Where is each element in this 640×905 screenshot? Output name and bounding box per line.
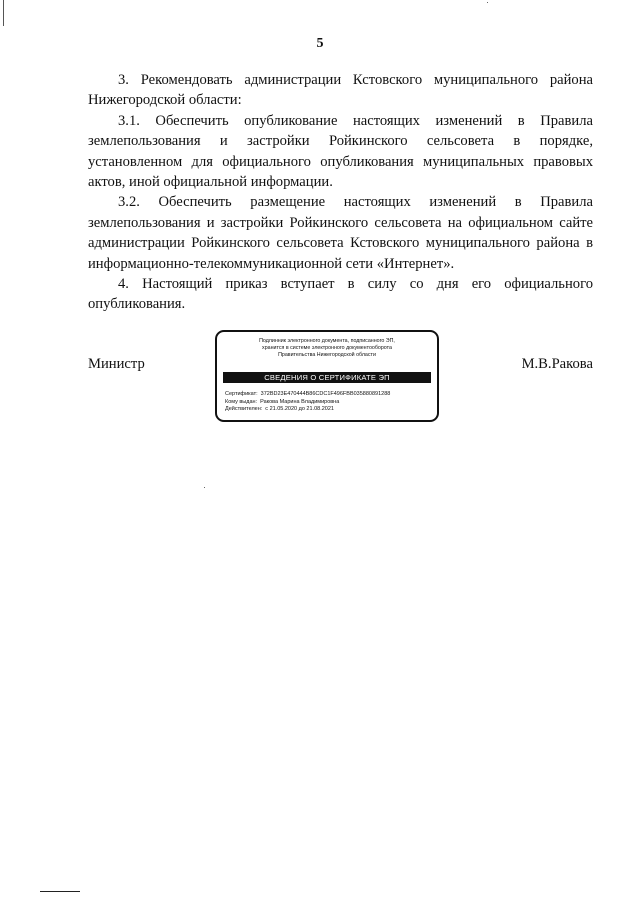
paragraph-4: 4. Настоящий приказ вступает в силу со дня его официального опубликования.	[88, 276, 593, 313]
certificate-owner-value: Ракова Марина Владимировна	[260, 398, 340, 405]
certificate-owner-label: Кому выдан:	[225, 398, 258, 405]
certificate-details	[225, 391, 431, 414]
paragraph-3-1: 3.1. Обеспечить опубликование настоящих изменений в Правила землепользования и застройки Ройкинского сельсовета в порядке, установленном для официального опубликования муниципальных правовых актов, иной официальной информации.	[88, 112, 593, 191]
footer-rule	[40, 891, 80, 892]
scan-speck	[204, 487, 205, 488]
paragraph-3-2: 3.2. Обеспечить размещение настоящих изменений в Правила землепользования и застройки Ройкинского сельсовета на официальном сайте администрации Ройкинского сельсовета Кстовского муниципального района в информационно-телекоммуникационной сети «Интернет».	[88, 194, 593, 272]
certificate-header: СВЕДЕНИЯ О СЕРТИФИКАТЕ ЭП	[223, 372, 431, 383]
signer-title: Министр	[88, 356, 145, 372]
scan-left-edge-mark	[3, 0, 4, 26]
certificate-serial-value: 372BD23E470444B86CDC1F496FBB035880891288	[260, 391, 391, 397]
scan-speck	[487, 2, 488, 3]
paragraph-3: 3. Рекомендовать администрации Кстовского муниципального района Нижегородской области:	[88, 72, 593, 109]
signer-name: М.В.Ракова	[521, 356, 593, 372]
certificate-validity-row	[225, 406, 431, 414]
certificate-note-line: хранится в системе электронного документооборота	[262, 345, 392, 352]
certificate-serial-row	[225, 391, 431, 399]
certificate-validity-label: Действителен:	[225, 406, 263, 413]
certificate-note	[225, 338, 429, 360]
e-signature-certificate-stamp	[215, 330, 439, 422]
certificate-note-line: Правительства Нижегородской области	[278, 352, 376, 359]
page-number: 5	[316, 36, 324, 51]
document-body	[88, 70, 593, 315]
certificate-validity-value: с 21.05.2020 до 21.08.2021	[265, 406, 334, 413]
certificate-serial-label: Сертификат:	[225, 391, 258, 397]
certificate-note-line: Подлинник электронного документа, подписанного ЭП,	[259, 338, 395, 344]
